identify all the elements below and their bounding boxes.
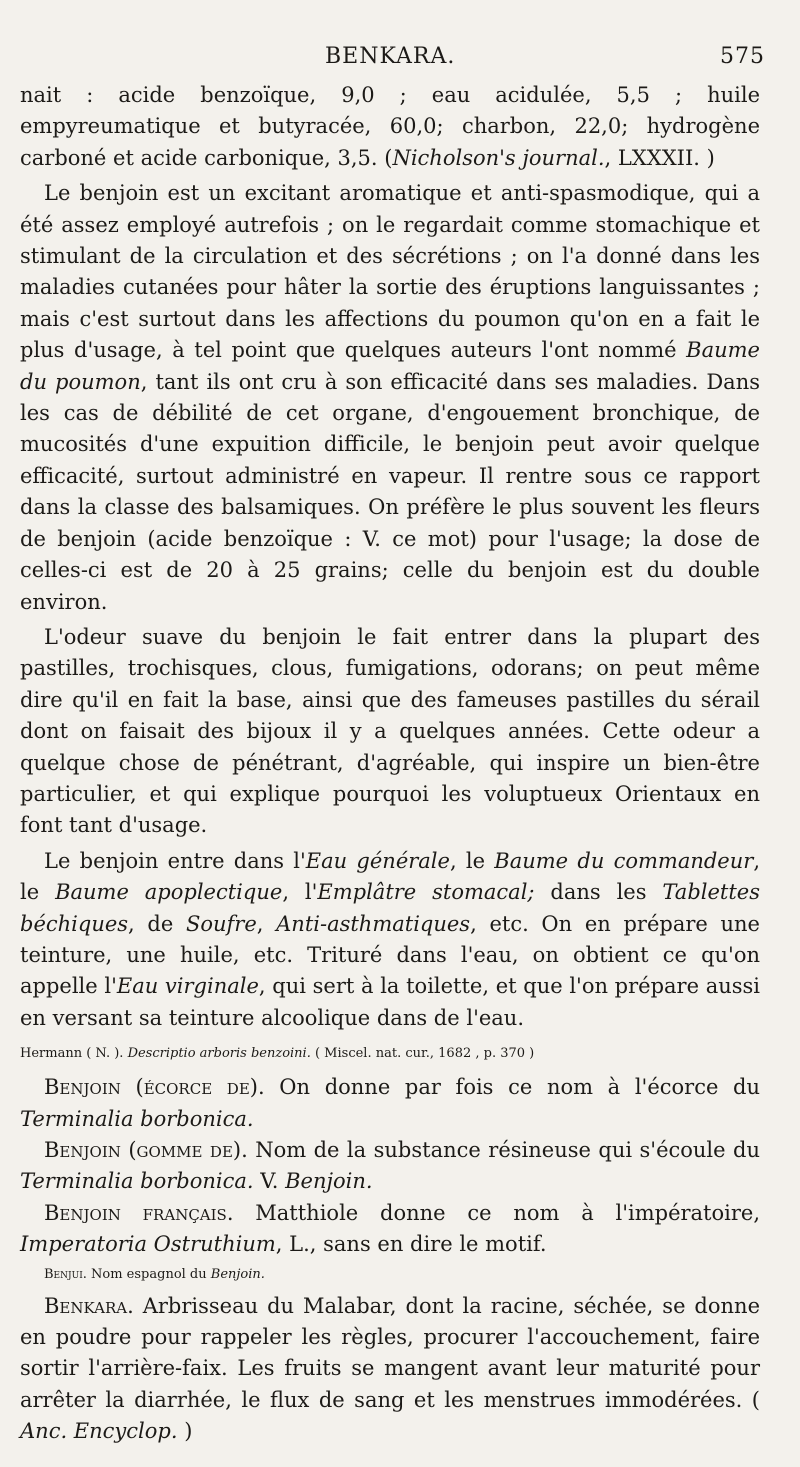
paragraph-preparations: Le benjoin entre dans l'Eau générale, le Baume du commandeur, le Baume apoplectique, l'Emplâtre stomacal; dans les Tablettes béchiques, de Soufre, Anti-asthmatiques, etc. On en prépare une teinture, une huile, etc. Trituré dans l'eau, on obtient ce qu'on appelle l'Eau virginale, qui sert à la toilette, et que l'on prépare aussi en versant sa teinture alcoolique dans de l'eau. [20,848,761,1030]
body-text [20,80,760,1448]
entry-benjoin-francais: Benjoin français. Matthiole donne ce nom à l'impératoire, Imperatoria Ostruthium, L., sans en dire le motif. [20,1200,760,1257]
entry-headword: Benjoin (écorce de). [44,1075,265,1100]
paragraph-odour: L'odeur suave du benjoin le fait entrer dans la plupart des pastilles, trochisques, clous, fumigations, odorans; on peut même dire qu'il en fait la base, ainsi que des fameuses pastilles du sérail dont on faisait des bijoux il y a quelques années. Cette odeur a quelque chose de pénétrant, d'agréable, qui inspire un bien-être particulier, et qui explique pourquoi les voluptueux Orientaux en font tant d'usage. [20,624,760,838]
entry-headword: Benjoin (gomme de). [44,1138,248,1162]
entry-headword: Benkara. [44,1293,134,1318]
entry-benkara: Benkara. Arbrisseau du Malabar, dont la racine, séchée, se donne en poudre pour rappeler les règles, procurer l'accouchement, faire sortir l'arrière-faix. Les fruits se mangent avant leur maturité pour arrêter la diarrhée, le flux de sang et les menstrues immodérées. ( Anc. Encyclop. ) [20,1293,760,1444]
paragraph-therapeutic: Le benjoin est un excitant aromatique et anti-spasmodique, qui a été assez employé autrefois ; on le regardait comme stomachique et stimulant de la circulation et des sécrétions ; on l'a donné dans les maladies cutanées pour hâter la sortie des éruptions languissantes ; mais c'est surtout dans les affections du poumon qu'on en a fait le plus d'usage, à tel point que quelques auteurs l'ont nommé Baume du poumon, tant ils ont cru à son efficacité dans ses maladies. Dans les cas de débilité de cet organe, d'engouement bronchique, de mucosités d'une expuition difficile, le benjoin peut avoir quelque efficacité, surtout administré en vapeur. Il rentre sous ce rapport dans la classe des balsamiques. On préfère le plus souvent les fleurs de benjoin (acide benzoïque : V. ce mot) pour l'usage; la dose de celles-ci est de 20 à 25 grains; celle du benjoin est du double environ. [20,181,760,614]
entry-benjui: Benjui. Nom espagnol du Benjoin. [44,1266,265,1282]
entry-headword: Benjoin français. [44,1200,234,1225]
running-head [20,44,765,80]
running-title: BENKARA. [325,44,456,69]
paragraph-continuation: nait : acide benzoïque, 9,0 ; eau acidulée, 5,5 ; huile empyreumatique et butyracée, 60,0; charbon, 22,0; hydrogène carboné et acide carbonique, 3,5. (Nicholson's journal., LXXXII. ) [20,83,760,170]
journal-citation: Nicholson's journal. [392,145,605,170]
page-number: 575 [720,44,765,69]
bibliography-note: Hermann ( N. ). Descriptio arboris benzoini. ( Miscel. nat. cur., 1682 , p. 370 ) [20,1046,535,1062]
entry-benjoin-ecorce: Benjoin (écorce de). On donne par fois ce nom à l'écorce du Terminalia borbonica. [20,1075,760,1131]
entry-headword: Benjui. [44,1266,87,1282]
entry-benjoin-gomme: Benjoin (gomme de). Nom de la substance résineuse qui s'écoule du Terminalia borbonica. V. Benjoin. [20,1138,760,1194]
